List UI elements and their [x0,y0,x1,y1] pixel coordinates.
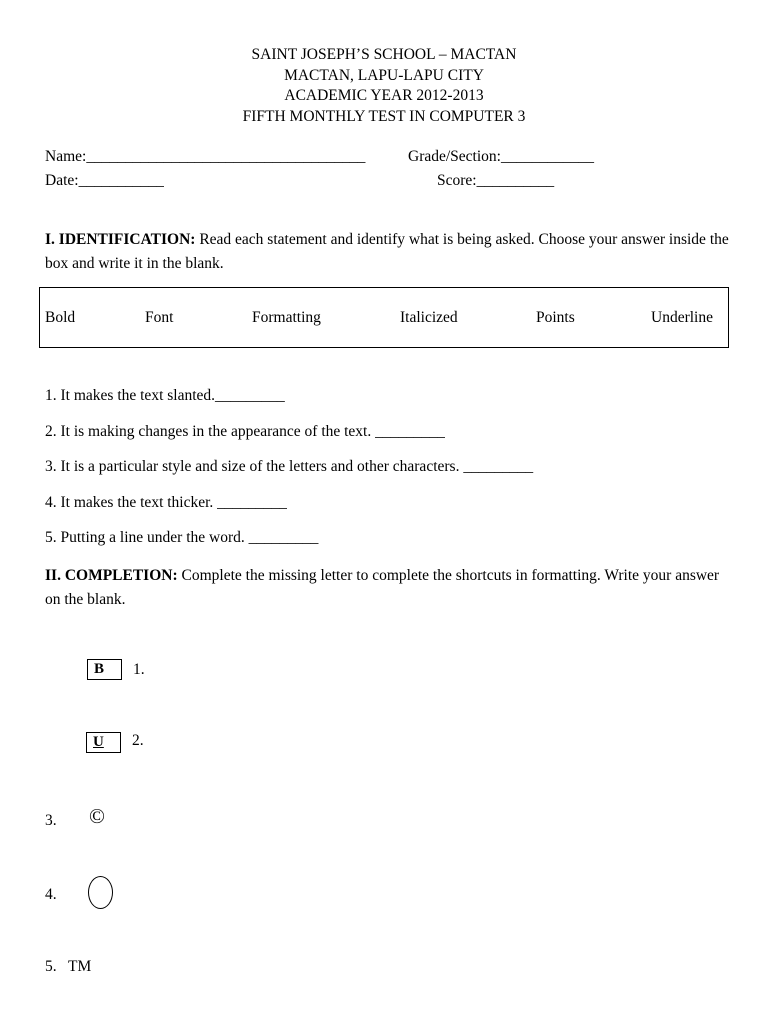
section2-instruction-text: Complete the missing letter to complete the shortcuts in formatting. Write your answer on the blank. [45,567,720,608]
name-field: Name:____________________________________ [45,148,366,165]
date-field: Date:___________ [45,172,164,189]
trademark-icon: TM [68,958,92,975]
choice-points: Points [536,309,575,326]
choice-bold: Bold [45,309,76,326]
document-header [0,45,768,127]
answer-choices-box [39,287,729,348]
school-location: MACTAN, LAPU-LAPU CITY [284,66,484,84]
choice-italicized: Italicized [400,309,458,326]
choice-font: Font [145,309,174,326]
choice-underline: Underline [651,309,713,326]
identification-item-5: 5. Putting a line under the word. _________ [45,529,319,546]
school-name: SAINT JOSEPH’S SCHOOL – MACTAN [251,46,517,63]
bold-shortcut-icon: B [87,659,122,680]
copyright-icon: © [89,804,105,828]
academic-year: ACADEMIC YEAR 2012-2013 [284,87,484,104]
section1-title: I. IDENTIFICATION: [45,231,196,248]
underline-shortcut-icon: U [86,732,121,753]
identification-item-1: 1. It makes the text slanted._________ [45,387,285,404]
section1-instruction-text: Read each statement and identify what is being asked. Choose your answer inside the box and write it in the blank. [45,231,729,272]
score-field: Score:__________ [437,172,555,189]
identification-item-4: 4. It makes the text thicker. _________ [45,494,287,511]
completion-item-5-number: 5. [45,958,57,975]
completion-item-2-number: 2. [132,732,144,749]
oval-icon [88,876,113,909]
section2-title: II. COMPLETION: [45,567,178,584]
identification-item-2: 2. It is making changes in the appearance of the text. _________ [45,423,445,440]
completion-item-3-number: 3. [45,812,57,829]
choice-formatting: Formatting [252,309,321,326]
completion-item-1-number: 1. [133,661,145,678]
grade-section-field: Grade/Section:____________ [408,148,594,165]
completion-item-4-number: 4. [45,886,57,903]
identification-item-3: 3. It is a particular style and size of the letters and other characters. _________ [45,458,534,475]
test-title: FIFTH MONTHLY TEST IN COMPUTER 3 [242,107,526,125]
section2-instructions [45,564,735,611]
section1-instructions [45,228,735,275]
